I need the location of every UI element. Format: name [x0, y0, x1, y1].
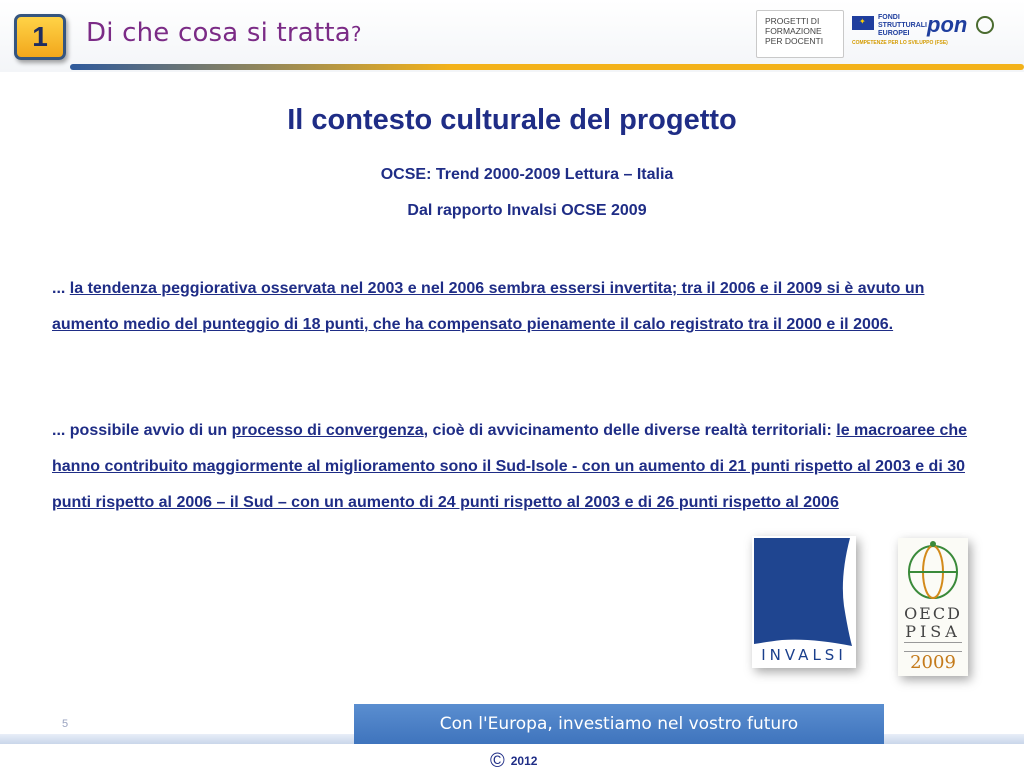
- para2-link-convergenza: processo di convergenza: [231, 422, 424, 439]
- para2-middle: , cioè di avvicinamento delle diverse realtà territoriali:: [423, 422, 837, 439]
- pon-box-line-3: PER DOCENTI: [765, 36, 824, 46]
- pisa-globe-graphic: [898, 538, 968, 604]
- pisa-subtitle-band: [904, 642, 962, 652]
- oecd-pisa-logo: [898, 538, 968, 676]
- fondi-line-2: STRUTTURALI: [878, 22, 927, 29]
- slide-title-suffix: ?: [350, 22, 362, 46]
- fondi-strutturali-text: [878, 14, 927, 38]
- pisa-year: 2009: [910, 652, 956, 673]
- footer-banner: Con l'Europa, investiamo nel vostro futuro: [354, 704, 884, 744]
- page-number: 5: [62, 718, 69, 730]
- paragraph-tendenza: [52, 271, 982, 343]
- eu-flag-icon: [852, 16, 874, 30]
- copyright-year: 2012: [510, 754, 538, 768]
- copyright: [490, 750, 537, 773]
- pon-box-line-1: PROGETTI DI: [765, 16, 820, 26]
- para1-prefix: ...: [52, 280, 70, 297]
- pisa-text: PISA: [905, 622, 961, 641]
- main-title: Il contesto culturale del progetto: [287, 104, 737, 136]
- invalsi-logo: [752, 536, 856, 668]
- fondi-line-3: EUROPEI: [878, 30, 910, 37]
- invalsi-logo-text: INVALSI: [761, 646, 847, 664]
- competenze-text: COMPETENZE PER LO SVILUPPO (FSE): [852, 40, 948, 46]
- pon-logo: pon: [927, 12, 968, 37]
- paragraph-convergenza: [52, 413, 982, 521]
- pisa-oecd-text: OECD: [904, 604, 962, 623]
- pon-box-line-2: FORMAZIONE: [765, 26, 822, 36]
- header-divider: [70, 64, 1024, 70]
- header-logos: [752, 6, 1014, 60]
- para1-underlined-text: la tendenza peggiorativa osservata nel 2003 e nel 2006 sembra essersi invertita; tra il 2006 e il 2009 si è avuto un aumento medio del punteggio di 18 punti, che ha compensato pienamente il calo registrato tra il 2000 e il 2006.: [52, 280, 925, 333]
- subtitle-rapporto: Dal rapporto Invalsi OCSE 2009: [407, 202, 647, 219]
- progetti-formazione-logo: [756, 10, 844, 58]
- copyright-icon: ©: [490, 750, 505, 772]
- slide-title-text: Di che cosa si tratta: [86, 18, 351, 48]
- subtitle-ocse-trend: OCSE: Trend 2000-2009 Lettura – Italia: [380, 166, 674, 183]
- para2-prefix: ... possibile avvio di un: [52, 422, 232, 439]
- section-number-badge: 1: [14, 14, 66, 60]
- italian-emblem-icon: [976, 16, 994, 34]
- slide-title: [86, 18, 362, 48]
- fondi-line-1: FONDI: [878, 14, 900, 21]
- para2-underlined-text: le macroaree che hanno contribuito maggiormente al miglioramento sono il Sud-Isole - con un aumento di 21 punti rispetto al 2003 e di 30 punti rispetto al 2006 – il Sud – con un aumento di 24 punti rispetto al 2003 e di 26 punti rispetto al 2006: [52, 422, 968, 511]
